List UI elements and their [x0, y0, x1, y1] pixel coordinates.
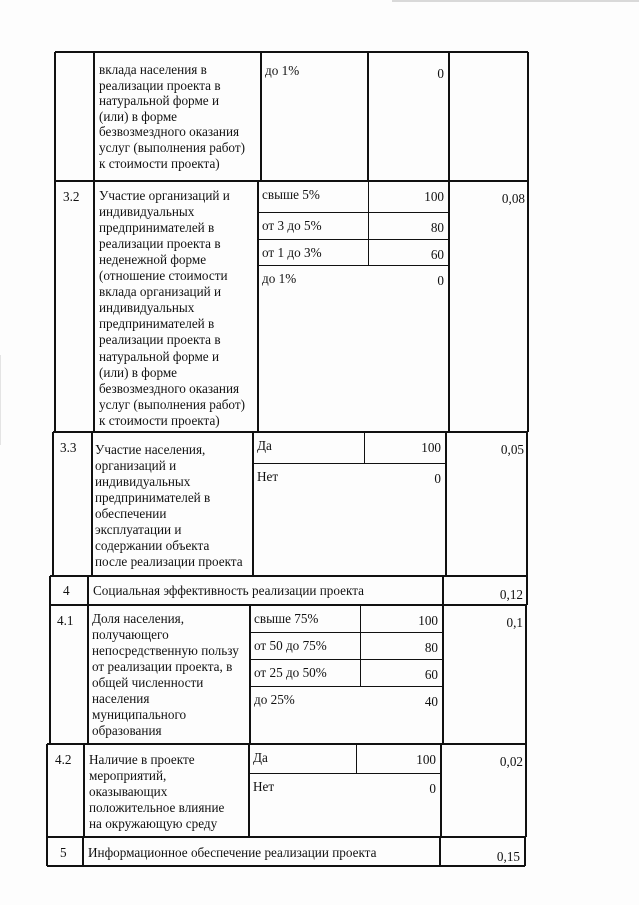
- row-number: 4: [63, 583, 70, 598]
- option-label: Нет: [253, 779, 275, 794]
- option-rule: [253, 463, 446, 464]
- criterion-text-line: неденежной форме: [99, 252, 207, 268]
- option-rule: [258, 265, 449, 266]
- option-label: свыше 5%: [262, 187, 320, 202]
- col-rule: [91, 432, 92, 576]
- col-rule: [52, 432, 53, 576]
- criterion-text-line: Участие организаций и: [99, 188, 230, 203]
- col-rule: [367, 52, 368, 181]
- criterion-text-line: предпринимателей в: [95, 490, 211, 506]
- points-value: 40: [424, 694, 438, 709]
- row-rule: [47, 865, 525, 866]
- option-label: от 3 до 5%: [262, 218, 322, 233]
- row-rule: [55, 180, 528, 181]
- criterion-text-line: к стоимости проекта): [99, 412, 220, 428]
- criterion-text-line: на окружающую среду: [89, 816, 218, 832]
- option-label: от 1 до 3%: [262, 245, 322, 260]
- col-rule: [54, 181, 55, 432]
- criterion-text-line: натуральной форме и: [99, 348, 220, 364]
- weight-value: 0,1: [506, 615, 523, 630]
- col-rule: [248, 744, 249, 837]
- criterion-text-line: мероприятий,: [89, 768, 167, 784]
- col-rule: [260, 52, 261, 181]
- row-number: 5: [60, 845, 67, 860]
- criterion-text-line: (или) в форме: [99, 108, 178, 124]
- row-number: 4.1: [57, 613, 74, 628]
- col-rule: [525, 744, 526, 837]
- col-rule: [445, 432, 446, 576]
- criterion-text-line: Участие населения,: [95, 442, 206, 457]
- points-value: 60: [430, 247, 444, 262]
- criterion-text-line: предпринимателей в: [99, 220, 215, 236]
- col-rule: [54, 52, 55, 181]
- criterion-text-line: обеспечении: [95, 506, 167, 522]
- criterion-text-line: от реализации проекта, в: [92, 659, 233, 675]
- col-rule: [448, 181, 449, 432]
- option-rule: [250, 686, 443, 687]
- col-rule: [87, 605, 88, 744]
- criterion-text-line: оказывающих: [89, 784, 168, 800]
- criterion-text-line: безвозмездного оказания: [99, 380, 240, 396]
- row-rule: [50, 575, 528, 576]
- criterion-text-line: натуральной форме и: [99, 93, 220, 109]
- criterion-text-line: вклада населения в: [99, 62, 207, 77]
- criterion-text-line: образования: [92, 723, 162, 739]
- col-rule: [46, 837, 47, 866]
- weight-value: 0,05: [500, 442, 524, 457]
- points-value: 0: [437, 66, 444, 81]
- section-title: Информационное обеспечение реализации проекта: [88, 845, 377, 860]
- criterion-text-line: организаций и: [95, 458, 177, 474]
- col-rule: [525, 605, 526, 744]
- col-rule: [527, 181, 528, 432]
- col-rule: [46, 744, 47, 837]
- row-rule: [47, 743, 526, 744]
- points-value: 100: [416, 752, 436, 767]
- row-number: 3.3: [60, 440, 77, 455]
- criterion-text-line: индивидуальных: [95, 474, 191, 490]
- option-rule: [250, 632, 443, 633]
- col-rule: [442, 576, 443, 605]
- col-rule: [82, 837, 83, 866]
- col-rule: [526, 432, 527, 576]
- criterion-text-line: населения: [92, 691, 150, 707]
- weight-value: 0,08: [501, 191, 525, 206]
- row-number: 4.2: [55, 752, 72, 767]
- points-value: 60: [424, 667, 438, 682]
- points-value: 100: [424, 189, 444, 204]
- row-rule: [47, 836, 525, 837]
- col-rule: [83, 744, 84, 837]
- criterion-text-line: после реализации проекта: [95, 554, 243, 570]
- points-value: 80: [424, 640, 438, 655]
- col-rule: [442, 605, 443, 744]
- col-rule: [364, 432, 365, 463]
- option-label: Да: [253, 750, 268, 765]
- criterion-text-line: реализации проекта в: [99, 332, 221, 348]
- col-rule: [527, 52, 528, 181]
- criterion-text-line: Наличие в проекте: [89, 752, 195, 767]
- criterion-text-line: эксплуатации и: [95, 522, 182, 538]
- col-rule: [448, 52, 449, 181]
- row-rule: [53, 431, 527, 432]
- col-rule: [360, 605, 361, 686]
- col-rule: [49, 605, 50, 744]
- option-label: Нет: [257, 469, 279, 484]
- criterion-text-line: содержании объекта: [95, 538, 210, 554]
- criterion-text-line: индивидуальных: [99, 300, 195, 316]
- weight-value: 0,02: [499, 754, 523, 769]
- criterion-text-line: услуг (выполнения работ): [99, 396, 245, 412]
- col-rule: [257, 181, 258, 432]
- option-label: от 25 до 50%: [254, 665, 327, 680]
- col-rule: [49, 576, 50, 605]
- option-label: до 1%: [265, 63, 300, 78]
- row-number: 3.2: [63, 189, 80, 204]
- points-value: 0: [434, 471, 441, 486]
- col-rule: [368, 181, 369, 265]
- criterion-text-line: Доля населения,: [92, 611, 185, 626]
- criterion-text-line: реализации проекта в: [99, 77, 221, 93]
- points-value: 0: [429, 781, 436, 796]
- criterion-text-line: (или) в форме: [99, 364, 178, 380]
- col-rule: [526, 576, 527, 605]
- criterion-text-line: индивидуальных: [99, 204, 195, 220]
- criterion-text-line: безвозмездного оказания: [99, 124, 240, 140]
- criterion-text-line: услуг (выполнения работ): [99, 140, 245, 155]
- criterion-text-line: предпринимателей в: [99, 316, 215, 332]
- criterion-text-line: общей численности: [92, 675, 204, 691]
- criterion-text-line: реализации проекта в: [99, 236, 221, 252]
- col-rule: [93, 52, 94, 181]
- points-value: 100: [418, 613, 438, 628]
- col-rule: [524, 837, 525, 866]
- col-rule: [440, 744, 441, 837]
- weight-value: 0,15: [496, 849, 520, 864]
- option-rule: [258, 239, 449, 240]
- criterion-text-line: муниципального: [92, 707, 187, 723]
- option-rule: [258, 212, 449, 213]
- weight-value: 0,12: [499, 587, 523, 602]
- criterion-text-line: (отношение стоимости: [99, 268, 228, 284]
- option-label: Да: [257, 438, 272, 453]
- section-title: Социальная эффективность реализации проекта: [93, 583, 364, 598]
- criterion-text-line: непосредственную пользу: [92, 643, 239, 659]
- option-label: до 1%: [262, 271, 297, 286]
- col-rule: [87, 576, 88, 605]
- points-value: 0: [437, 273, 444, 288]
- row-rule: [50, 604, 526, 605]
- criterion-text-line: к стоимости проекта): [99, 155, 220, 171]
- option-label: свыше 75%: [254, 611, 319, 626]
- col-rule: [252, 432, 253, 576]
- points-value: 100: [421, 440, 441, 455]
- col-rule: [439, 837, 440, 866]
- col-rule: [356, 744, 357, 773]
- option-rule: [250, 659, 443, 660]
- col-rule: [93, 181, 94, 432]
- table-top-rule: [55, 51, 528, 52]
- option-label: до 25%: [254, 692, 295, 707]
- criterion-text-line: вклада организаций и: [99, 284, 222, 300]
- option-rule: [249, 773, 441, 774]
- option-label: от 50 до 75%: [254, 638, 327, 653]
- col-rule: [249, 605, 250, 744]
- criterion-text-line: получающего: [92, 627, 169, 643]
- criterion-text-line: положительное влияние: [89, 800, 225, 816]
- points-value: 80: [430, 220, 444, 235]
